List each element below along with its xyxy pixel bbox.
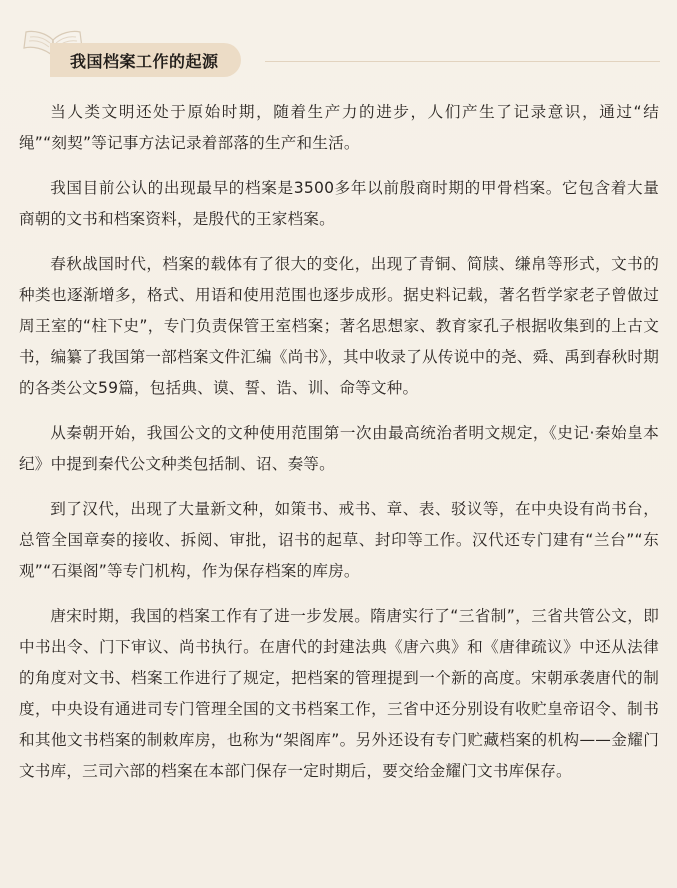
paragraph: 春秋战国时代，档案的载体有了很大的变化，出现了青铜、简牍、缣帛等形式，文书的种类也逐渐增多，格式、用语和使用范围也逐步成形。据史料记载，著名哲学家老子曾做过周王室的“柱下史”，专门负责保管王室档案；著名思想家、教育家孔子根据收集到的上古文书，编纂了我国第一部档案文件汇编《尚书》，其中收录了从传说中的尧、舜、禹到春秋时期的各类公文59篇，包括典、谟、誓、诰、训、命等文种。 [19, 255, 659, 397]
title-divider [265, 61, 660, 62]
paragraph: 从秦朝开始，我国公文的文种使用范围第一次由最高统治者明文规定，《史记·秦始皇本纪》中提到秦代公文种类包括制、诏、奏等。 [19, 424, 659, 473]
paragraph: 当人类文明还处于原始时期，随着生产力的进步，人们产生了记录意识，通过“结绳”“刻契”等记事方法记录着部落的生产和生活。 [19, 103, 659, 152]
paragraph: 到了汉代，出现了大量新文种，如策书、戒书、章、表、驳议等，在中央设有尚书台，总管全国章奏的接收、拆阅、审批，诏书的起草、封印等工作。汉代还专门建有“兰台”“东观”“石渠阁”等专门机构，作为保存档案的库房。 [19, 500, 659, 580]
article-body [19, 97, 659, 801]
paragraph: 唐宋时期，我国的档案工作有了进一步发展。隋唐实行了“三省制”，三省共管公文，即中书出令、门下审议、尚书执行。在唐代的封建法典《唐六典》和《唐律疏议》中还从法律的角度对文书、档案工作进行了规定，把档案的管理提到一个新的高度。宋朝承袭唐代的制度，中央设有通进司专门管理全国的文书档案工作，三省中还分别设有收贮皇帝诏令、制书和其他文书档案的制敕库房，也称为“架阁库”。另外还设有专门贮藏档案的机构——金耀门文书库，三司六部的档案在本部门保存一定时期后，要交给金耀门文书库保存。 [19, 607, 659, 780]
paragraph: 我国目前公认的出现最早的档案是3500多年以前殷商时期的甲骨档案。它包含着大量商朝的文书和档案资料，是殷代的王家档案。 [19, 179, 659, 228]
section-header [20, 26, 660, 80]
section-title: 我国档案工作的起源 [50, 43, 241, 77]
